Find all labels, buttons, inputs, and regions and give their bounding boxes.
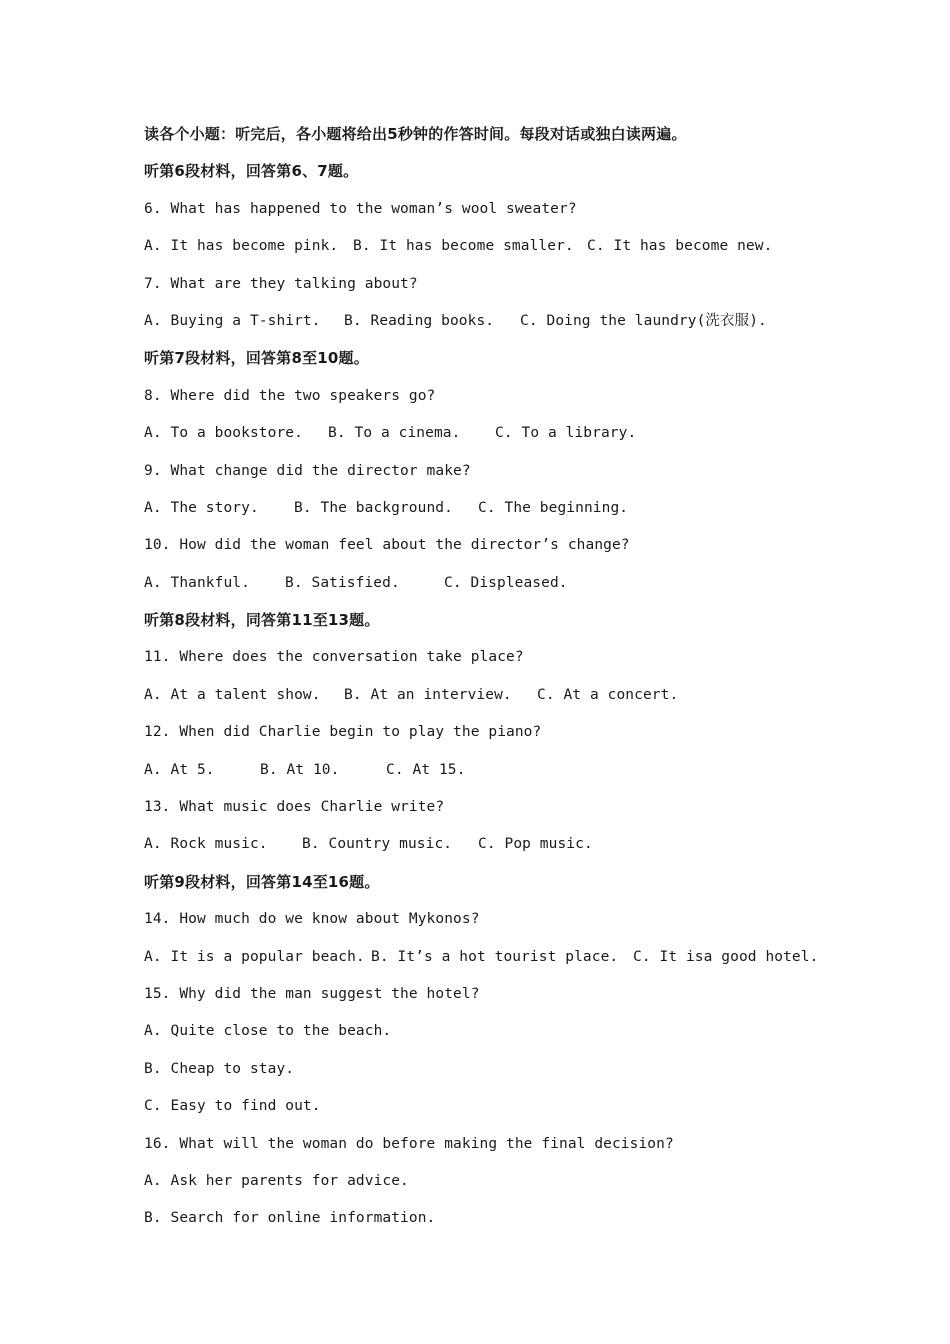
question-text: 14. How much do we know about Mykonos?: [144, 911, 480, 928]
exam-page: [144, 121, 844, 1243]
option-a: A. Rock music.: [144, 836, 268, 853]
option-b: B. To a cinema.: [328, 425, 461, 442]
option-b: B. At 10.: [260, 761, 340, 778]
option-c: C. The beginning.: [478, 499, 629, 516]
option-c: C. At a concert.: [537, 686, 679, 703]
option-c: C. Doing the laundry(洗衣服).: [520, 312, 767, 329]
section-instructions: 读各个小题：听完后，各小题将给出5秒钟的作答时间。每段对话或独白读两遍。: [144, 125, 687, 143]
option-row: [144, 570, 844, 607]
option-b: B. Satisfied.: [285, 574, 400, 591]
option-a: A. It has become pink.: [144, 238, 339, 255]
option-row: [144, 308, 844, 345]
option-c: C. To a library.: [495, 425, 637, 442]
question-text: 10. How did the woman feel about the director’s change?: [144, 537, 630, 554]
option-b: B. Search for online information.: [144, 1210, 436, 1227]
option-c: C. Easy to find out.: [144, 1098, 321, 1115]
option-a: A. It is a popular beach.: [144, 948, 365, 965]
option-row: [144, 757, 844, 794]
option-a: A. Quite close to the beach.: [144, 1023, 392, 1040]
question-text: 7. What are they talking about?: [144, 275, 418, 292]
option-a: A. At a talent show.: [144, 686, 321, 703]
option-row: [144, 682, 844, 719]
option-row: [144, 420, 844, 457]
option-row: [144, 944, 844, 981]
option-c: C. At 15.: [386, 761, 466, 778]
question-text: 11. Where does the conversation take place?: [144, 649, 524, 666]
option-row: [144, 495, 844, 532]
option-a: A. At 5.: [144, 761, 215, 778]
option-a: A. Thankful.: [144, 574, 250, 591]
question-text: 12. When did Charlie begin to play the piano?: [144, 724, 542, 741]
option-row: [144, 233, 844, 270]
question-text: 6. What has happened to the woman’s wool sweater?: [144, 200, 577, 217]
question-text: 9. What change did the director make?: [144, 462, 471, 479]
option-c: C. Displeased.: [444, 574, 568, 591]
option-b: B. The background.: [294, 499, 453, 516]
question-text: 8. Where did the two speakers go?: [144, 387, 436, 404]
option-b: B. It has become smaller.: [353, 238, 574, 255]
option-c: C. It has become new.: [587, 238, 773, 255]
section-heading: 听第8段材料，同答第11至13题。: [144, 611, 380, 630]
section-heading: 听第7段材料，回答第8至10题。: [144, 349, 369, 368]
option-b: B. Reading books.: [344, 312, 495, 329]
option-a: A. To a bookstore.: [144, 425, 303, 442]
option-row: [144, 831, 844, 868]
question-text: 15. Why did the man suggest the hotel?: [144, 985, 480, 1002]
question-text: 13. What music does Charlie write?: [144, 799, 445, 816]
section-heading: 听第6段材料，回答第6、7题。: [144, 162, 359, 181]
option-b: B. Cheap to stay.: [144, 1060, 295, 1077]
option-c: C. It isa good hotel.: [633, 948, 819, 965]
option-b: B. It’s a hot tourist place.: [371, 948, 619, 965]
option-a: A. The story.: [144, 499, 259, 516]
option-b: B. Country music.: [302, 836, 453, 853]
option-b: B. At an interview.: [344, 686, 512, 703]
option-a: A. Ask her parents for advice.: [144, 1172, 409, 1189]
question-text: 16. What will the woman do before making the final decision?: [144, 1135, 674, 1152]
option-c: C. Pop music.: [478, 836, 593, 853]
option-a: A. Buying a T-shirt.: [144, 312, 321, 329]
section-heading: 听第9段材料，回答第14至16题。: [144, 872, 380, 891]
